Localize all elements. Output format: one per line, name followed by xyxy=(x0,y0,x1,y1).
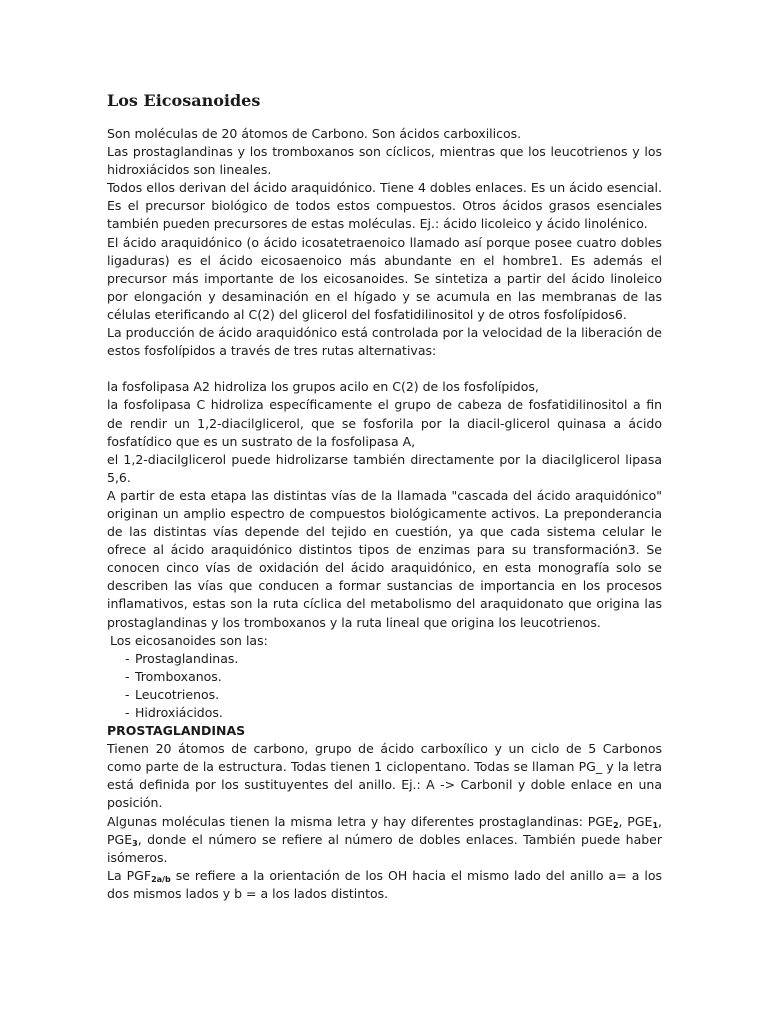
paragraph: El ácido araquidónico (o ácido icosatetraenoico llamado así porque posee cuatro dobles ligaduras) es el ácido eicosaenoico más abundante en el hombre1. Es además el precursor más importante de los eicosanoides. Se sintetiza a partir del ácido linoleico por elongación y desaminación en el hígado y se acumula en las membranas de las células eterificando al C(2) del glicerol del fosfatidilinositol y de otros fosfolípidos6. xyxy=(107,234,662,322)
list-item xyxy=(107,650,662,668)
section-heading: PROSTAGLANDINAS xyxy=(107,723,246,739)
list-dash: - xyxy=(125,686,130,702)
paragraph: la fosfolipasa A2 hidroliza los grupos acilo en C(2) de los fosfolípidos, xyxy=(107,379,539,395)
text-run: , PGE xyxy=(107,813,662,847)
text-run: La PGF xyxy=(107,867,152,883)
list-item-label: Prostaglandinas. xyxy=(134,650,239,666)
text-run: se refiere a la orientación de los OH hacia el mismo lado del anillo a= a los dos mismos lados y b = a los lados distintos. xyxy=(107,867,662,901)
text-run: , PGE xyxy=(618,813,653,829)
paragraph: el 1,2-diacilglicerol puede hidrolizarse también directamente por la diacilglicerol lipasa 5,6. xyxy=(107,451,662,485)
paragraph xyxy=(107,867,662,903)
list-item-label: Hidroxiácidos. xyxy=(134,705,223,720)
blank-line xyxy=(107,360,662,378)
list-item xyxy=(107,686,662,704)
list-dash: - xyxy=(125,650,130,666)
subscript: 2a/b xyxy=(151,874,171,884)
list-item xyxy=(107,704,662,722)
list-item-label: Tromboxanos. xyxy=(134,668,222,684)
list-item xyxy=(107,668,662,686)
text-run: , donde el número se refiere al número de dobles enlaces. También puede haber isómeros. xyxy=(107,831,662,865)
paragraph: La producción de ácido araquidónico está controlada por la velocidad de la liberación de estos fosfolípidos a través de tres rutas alternativas: xyxy=(107,325,662,359)
document-body xyxy=(107,125,662,903)
subscript: 2 xyxy=(612,820,619,830)
paragraph: la fosfolipasa C hidroliza específicamente el grupo de cabeza de fosfatidilinositol a fin de rendir un 1,2-diacilglicerol, que se fosforila por la diacil-glicerol quinasa a ácido fosfatídico que es un sustrato de la fosfolipasa A, xyxy=(107,397,662,449)
list-dash: - xyxy=(125,668,130,684)
paragraph: Los eicosanoides son las: xyxy=(110,632,268,648)
paragraph: Todos ellos derivan del ácido araquidónico. Tiene 4 dobles enlaces. Es un ácido esencial. Es el precursor biológico de todos estos compuestos. Otros ácidos grasos esenciales también pueden precursores de estas moléculas. Ej.: ácido licoleico y ácido linolénico. xyxy=(107,180,662,232)
subscript: 1 xyxy=(652,820,659,830)
document-title: Los Eicosanoides xyxy=(107,91,261,110)
paragraph: Las prostaglandinas y los tromboxanos son cíclicos, mientras que los leucotrienos y los hidroxiácidos son lineales. xyxy=(107,144,662,178)
paragraph: Tienen 20 átomos de carbono, grupo de ácido carboxílico y un ciclo de 5 Carbonos como parte de la estructura. Todas tienen 1 ciclopentano. Todas se llaman PG_ y la letra está definida por los sustituyentes del anillo. Ej.: A -> Carbonil y doble enlace en una posición. xyxy=(107,741,662,811)
paragraph xyxy=(107,813,662,867)
text-run: Algunas moléculas tienen la misma letra y hay diferentes prostaglandinas: PGE xyxy=(107,813,613,829)
paragraph: Son moléculas de 20 átomos de Carbono. Son ácidos carboxilicos. xyxy=(107,126,522,141)
list-item-label: Leucotrienos. xyxy=(134,686,220,702)
list-dash: - xyxy=(125,705,130,720)
subscript: 3 xyxy=(132,838,138,848)
paragraph: A partir de esta etapa las distintas vías de la llamada "cascada del ácido araquidónico" originan un amplio espectro de compuestos biológicamente activos. La preponderancia de las distintas vías depende del tejido en cuestión, ya que cada sistema celular le ofrece al ácido araquidónico distintos tipos de enzimas para su transformación3. Se conocen cinco vías de oxidación del ácido araquidónico, en esta monografía solo se describen las vías que conducen a formar sustancias de importancia en los procesos inflamativos, estas son la ruta cíclica del metabolismo del araquidonato que origina las prostaglandinas y los tromboxanos y la ruta lineal que origina los leucotrienos. xyxy=(107,487,662,630)
